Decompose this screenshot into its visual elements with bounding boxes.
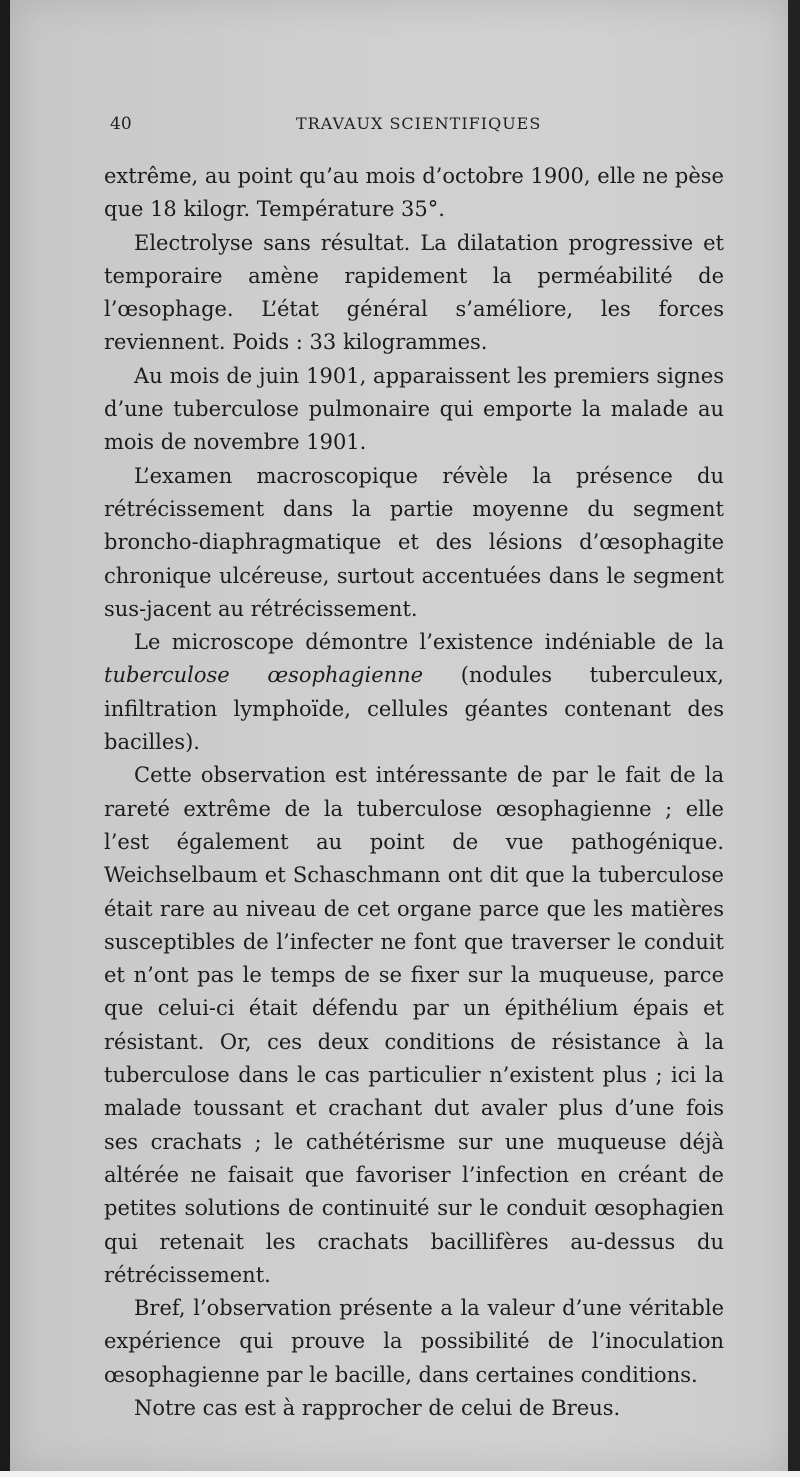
- paragraph: Au mois de juin 1901, apparaissent les premiers signes d’une tuberculose pulmonaire qui emporte la malade au mois de novembre 1901.: [104, 363, 724, 455]
- page-number: 40: [110, 114, 132, 134]
- italic-term: tuberculose œsophagienne: [104, 663, 424, 688]
- paragraph-text: (nodules tuberculeux, infiltration lymphoïde, cellules géantes contenant des bacilles).: [104, 663, 724, 755]
- running-title: TRAVAUX SCIENTIFIQUES: [296, 114, 542, 133]
- paragraph-text: Le microscope démontre l’existence indéniable de la: [134, 630, 724, 655]
- paragraph: [104, 626, 724, 759]
- paragraph: Notre cas est à rapprocher de celui de Breus.: [134, 1395, 621, 1420]
- paragraph: Electrolyse sans résultat. La dilatation progressive et temporaire amène rapidement la perméabilité de l’œsophage. L’état général s’améliore, les forces reviennent. Poids : 33 kilogrammes.: [104, 230, 724, 355]
- paragraph: Bref, l’observation présente a la valeur d’une véritable expérience qui prouve la possibilité de l’inoculation œsophagienne par le bacille, dans certaines conditions.: [104, 1296, 724, 1387]
- page-edge: [788, 0, 800, 1477]
- paragraph: L’examen macroscopique révèle la présence du rétrécissement dans la partie moyenne du segment broncho-diaphragmatique et des lésions d’œsophagite chronique ulcéreuse, surtout accentuées dans le segment sus-jacent au rétrécissement.: [104, 463, 724, 621]
- paragraph: Cette observation est intéressante de par le fait de la rareté extrême de la tuberculose œsophagienne ; elle l’est également au point de vue pathogénique. Weichselbaum et Schaschmann ont dit que la tuberculose était rare au niveau de cet organe parce que les matières susceptibles de l’infecter ne font que traverser le conduit et n’ont pas le temps de se fixer sur la muqueuse, parce que celui-ci était défendu par un épithélium épais et résistant. Or, ces deux conditions de résistance à la tuberculose dans le cas particulier n’existent plus ; ici la malade toussant et crachant dut avaler plus d’une fois ses crachats ; le cathétérisme sur une muqueuse déjà altérée ne faisait que favoriser l’infection en créant de petites solutions de continuité sur le conduit œsophagien qui retenait les crachats bacillifères au-dessus du rétrécissement.: [104, 763, 724, 1287]
- page-header: [110, 108, 730, 138]
- body-text: [104, 160, 724, 1425]
- page-bottom-edge: [0, 1471, 800, 1477]
- paragraph: extrême, au point qu’au mois d’octobre 1900, elle ne pèse que 18 kilogr. Température 35°.: [104, 164, 724, 222]
